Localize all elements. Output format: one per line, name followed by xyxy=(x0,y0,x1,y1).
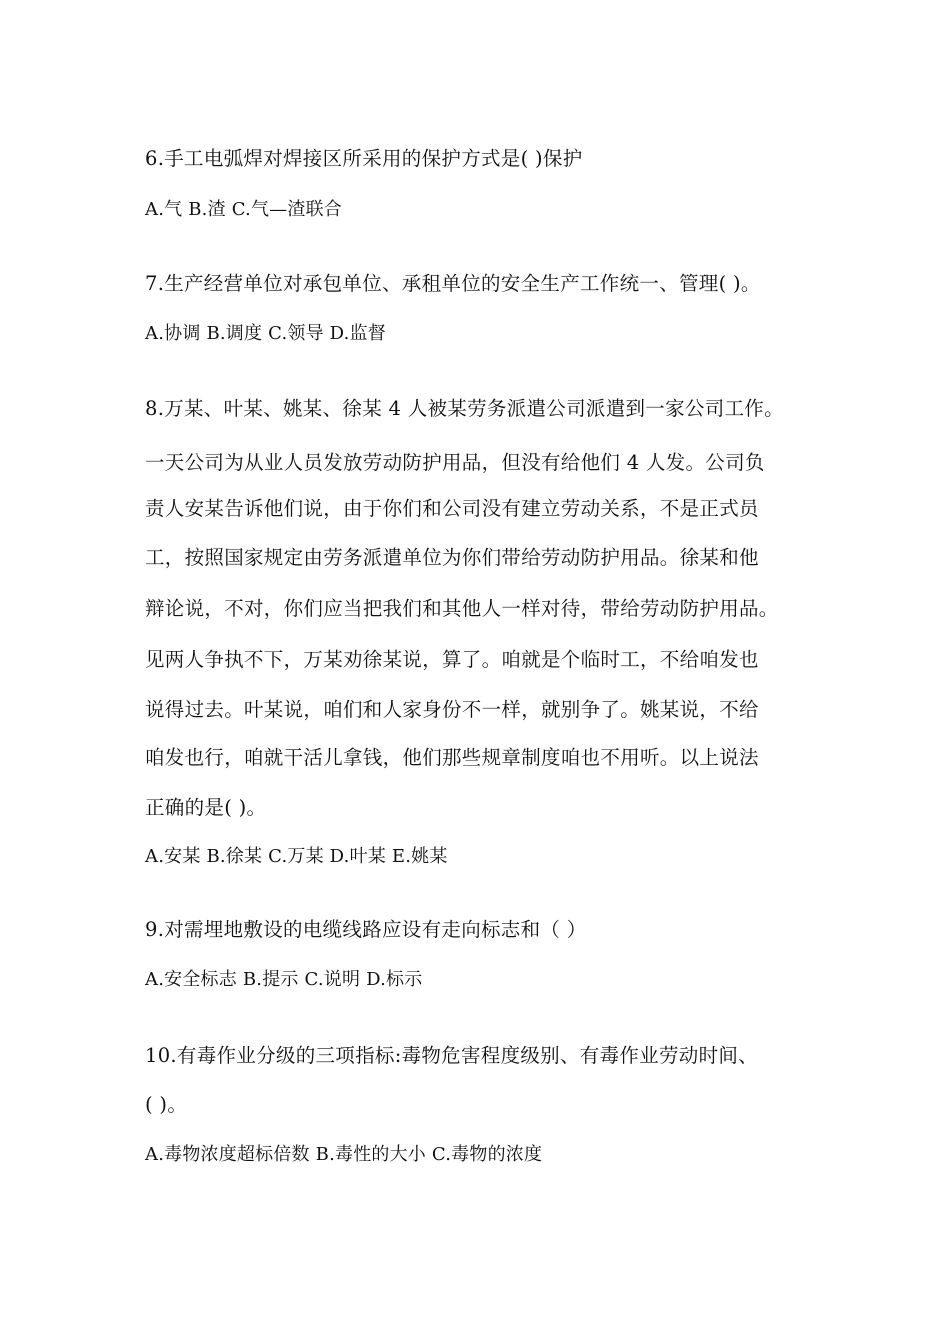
question-8-line-8: 咱发也行，咱就干活儿拿钱，他们那些规章制度咱也不用听。以上说法 xyxy=(145,746,759,769)
question-8-line-6: 见两人争执不下，万某劝徐某说，算了。咱就是个临时工，不给咱发也 xyxy=(145,648,759,671)
question-8-line-3: 责人安某告诉他们说，由于你们和公司没有建立劳动关系，不是正式员 xyxy=(145,497,759,520)
question-10-options: A.毒物浓度超标倍数 B.毒性的大小 C.毒物的浓度 xyxy=(145,1144,543,1165)
question-8-line-7: 说得过去。叶某说，咱们和人家身份不一样，就别争了。姚某说，不给 xyxy=(145,698,759,721)
question-8-line-5: 辩论说，不对，你们应当把我们和其他人一样对待，带给劳动防护用品。 xyxy=(145,597,779,620)
question-7-options: A.协调 B.调度 C.领导 D.监督 xyxy=(145,323,386,344)
question-8-options: A.安某 B.徐某 C.万某 D.叶某 E.姚某 xyxy=(145,846,448,867)
question-6-text: 6.手工电弧焊对焊接区所采用的保护方式是( )保护 xyxy=(145,147,583,170)
question-8-line-9: 正确的是( )。 xyxy=(145,796,267,819)
question-6-options: A.气 B.渣 C.气—渣联合 xyxy=(145,199,342,220)
question-10-line-2: ( )。 xyxy=(145,1093,188,1116)
question-9-text: 9.对需埋地敷设的电缆线路应设有走向标志和（ ） xyxy=(145,918,587,941)
question-10-line-1: 10.有毒作业分级的三项指标:毒物危害程度级别、有毒作业劳动时间、 xyxy=(145,1044,758,1067)
question-8-line-4: 工，按照国家规定由劳务派遣单位为你们带给劳动防护用品。徐某和他 xyxy=(145,546,759,569)
question-8-line-1: 8.万某、叶某、姚某、徐某 4 人被某劳务派遣公司派遣到一家公司工作。 xyxy=(145,397,784,420)
question-7-text: 7.生产经营单位对承包单位、承租单位的安全生产工作统一、管理( )。 xyxy=(145,272,761,295)
question-8-line-2: 一天公司为从业人员发放劳动防护用品，但没有给他们 4 人发。公司负 xyxy=(145,451,765,474)
question-9-options: A.安全标志 B.提示 C.说明 D.标示 xyxy=(145,969,423,990)
